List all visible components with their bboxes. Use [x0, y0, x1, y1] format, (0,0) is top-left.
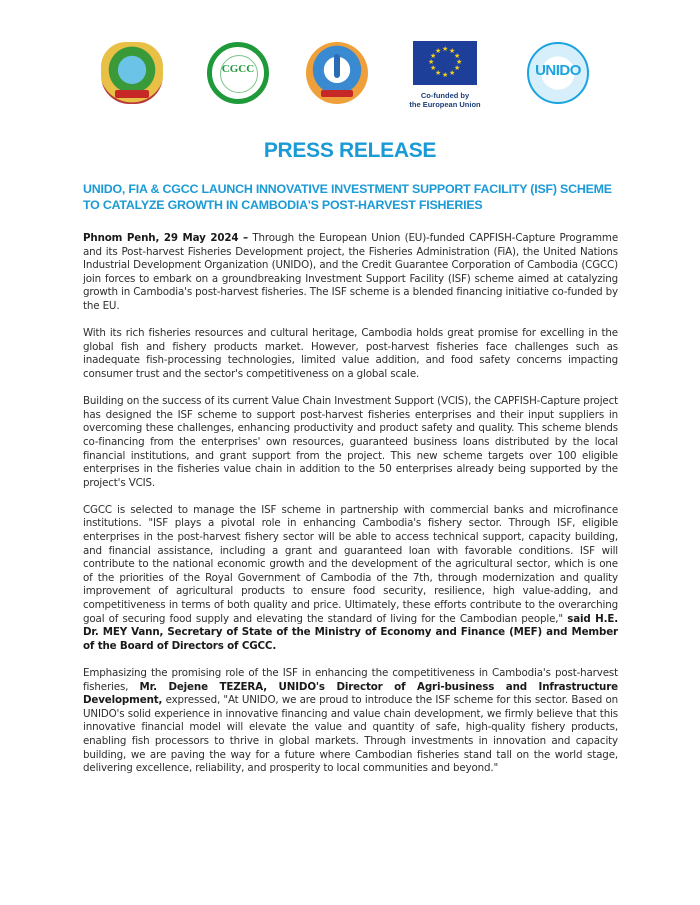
paragraph-text: CGCC is selected to manage the ISF scheme in partnership with commercial banks and microfinance institutions. "ISF plays a pivotal role in enhancing Cambodia's fishery sector. Through ISF, eligible enterprises in the post-harvest fishery sector will be able to access technical support, capacity building, and financial assistance, including a grant and guaranteed loan with favorable conditions. ISF will contribute to the national economic growth and the development of the agricultural sector, which is one of the priorities of the Royal Government of Cambodia of the 7th, through modernization and quality improvement of agricultural products to ensure food security, resilience, high value-adding, and competitiveness in terms of both quality and price. Ultimately, these efforts contribute to the overarching goal of securing food supply and elevating the standard of living for the Cambodian people," — [83, 503, 618, 625]
eu-caption-line2: the European Union — [409, 100, 481, 109]
fia-banner — [321, 90, 353, 97]
headline-line1: UNIDO, FIA & CGCC LAUNCH INNOVATIVE INVESTMENT SUPPORT FACILITY (ISF) SCHEME — [83, 182, 612, 196]
emblem-banner — [115, 90, 149, 98]
quote-attribution: said H.E. Dr. MEY Vann, Secretary of State of the Ministry of Economy and Finance (MEF) and Member of the Board of Directors of CGCC. — [83, 612, 618, 652]
headline — [83, 181, 623, 213]
logo-bar — [0, 36, 700, 116]
paragraph-text: With its rich fisheries resources and cultural heritage, Cambodia holds great promise for excelling in the global fish and fishery products market. However, post-harvest fisheries face challenges such as inadequate fish-processing technologies, limited value addition, and food safety concerns impacting consumer trust and the sector's competitiveness on a global scale. — [83, 327, 618, 380]
paragraph-context — [83, 327, 618, 381]
paragraph-unido-quote — [83, 667, 618, 776]
paragraph-text: Through the European Union (EU)-funded CAPFISH-Capture Programme and its Post-harvest Fisheries Development project, the Fisheries Administration (FiA), the United Nations Industrial Development Organization (UNIDO), and the Credit Guarantee Corporation of Cambodia (CGCC) join forces to embark on a groundbreaking Investment Support Facility (ISF) scheme aimed at catalyzing growth in Cambodia's post-harvest fisheries. The ISF scheme is a blended financing initiative co-funded by the EU. — [83, 232, 619, 312]
ministry-emblem-logo — [101, 42, 163, 104]
unido-logo — [527, 42, 589, 104]
paragraph-isf-design — [83, 395, 618, 490]
fia-fish-icon — [334, 54, 340, 78]
eu-flag-icon: ★ ★ ★ ★ ★ ★ ★ ★ ★ ★ ★ ★ — [413, 41, 477, 85]
unido-logo-text: UNIDO — [535, 62, 581, 79]
article-body — [83, 232, 618, 789]
paragraph-text: Building on the success of its current Value Chain Investment Support (VCIS), the CAPFISH-Capture project has designed the ISF scheme to support post-harvest fisheries enterprises and their input suppliers in overcoming these challenges, enhancing productivity and product safety and quality. This scheme blends co-financing from the enterprises' own resources, guaranteed business loans distributed by the local financial institutions, and grant support from the project. This new scheme targets over 100 eligible enterprises in the fisheries value chain in addition to the 50 enterprises already being supported by the project's VCIS. — [83, 395, 618, 489]
cgcc-logo-text: CGCC — [221, 63, 255, 75]
paragraph-text: Emphasizing the promising role of the ISF in enhancing the competitiveness in Cambodia's post-harvest fisheries, — [83, 667, 618, 693]
eu-caption — [405, 91, 485, 109]
page-title: PRESS RELEASE — [263, 139, 437, 162]
eu-caption-line1: Co-funded by — [420, 91, 470, 100]
cgcc-logo — [207, 42, 269, 104]
speaker-name: Mr. Dejene TEZERA, UNIDO's Director of Agri-business and Infrastructure Development, — [83, 680, 618, 707]
fia-logo — [306, 42, 368, 104]
dateline: Phnom Penh, 29 May 2024 – — [83, 232, 249, 244]
paragraph-text-continued: expressed, "At UNIDO, we are proud to introduce the ISF scheme for this sector. Based on UNIDO's solid experience in innovative financing and value chain development, we firmly believe that this innovative financial model will elevate the value and quantity of safe, high-quality fishery products, enabling fish processors to thrive in global markets. Through investments in innovation and capacity building, we are paving the way for a future where Cambodian fisheries stand tall on the world stage, delivering excellence, reliability, and prosperity to local communities and beyond." — [83, 694, 618, 775]
paragraph-cgcc-quote — [83, 504, 618, 654]
paragraph-dateline — [83, 232, 618, 314]
eu-logo — [405, 41, 485, 109]
headline-line2: TO CATALYZE GROWTH IN CAMBODIA'S POST-HARVEST FISHERIES — [83, 198, 483, 212]
